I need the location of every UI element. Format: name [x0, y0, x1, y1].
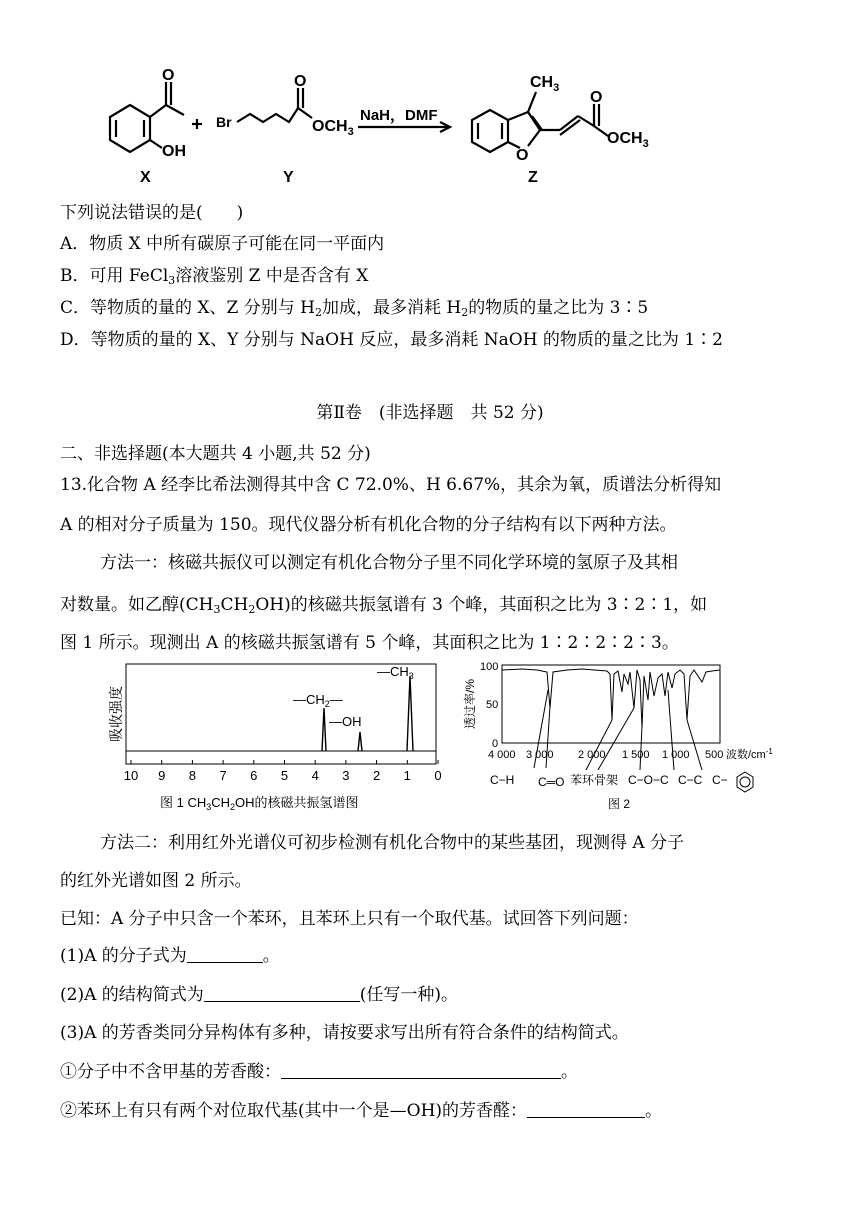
- q12-option-c: C．等物质的量的 X、Z 分别与 $H_2$加成，最多消耗 $H_2$的物质的量之比为 3∶5: [60, 298, 649, 319]
- nmr-frame: [126, 664, 436, 764]
- ch3-peak: [407, 676, 413, 751]
- y-br-label: Br: [216, 114, 232, 130]
- compound-z-name: Z: [528, 169, 538, 185]
- ir-group-c-h: C−H: [490, 773, 515, 787]
- method-one-text-3: 图 1 所示。现测出 A 的核磁共振氢谱有 5 个峰，其面积之比为 1∶2∶2∶2∶3。: [60, 633, 679, 653]
- question-3a: ①分子中不含甲基的芳香酸： 。: [60, 1062, 578, 1082]
- compound-y-name: Y: [283, 169, 294, 185]
- ir-x-unit: 波数$/cm^{-1}$: [726, 747, 773, 761]
- z-ester-label: $OCH_3$: [607, 130, 649, 150]
- nmr-x-tick-label: 0: [434, 768, 442, 783]
- x-carbonyl-o: O: [162, 67, 175, 84]
- section-heading: 二、非选择题(本大题共 4 小题,共 52 分): [60, 444, 371, 464]
- nmr-x-tick-label: 8: [188, 768, 197, 783]
- ir-x-tick-1000: 1 000: [662, 749, 690, 761]
- ir-y-label: 透过率/%: [463, 678, 477, 730]
- nmr-x-tick-label: 4: [311, 768, 319, 783]
- q12-stem: 下列说法错误的是( ): [60, 203, 244, 223]
- q12-option-a: A．物质 X 中所有碳原子可能在同一平面内: [60, 234, 385, 254]
- ir-group-c-phenyl: C−: [712, 773, 728, 787]
- compound-x-name: X: [140, 169, 151, 185]
- oh-peak: [358, 732, 362, 751]
- answer-blank-2[interactable]: [204, 985, 360, 1002]
- reaction-scheme: [90, 60, 670, 185]
- reaction-conditions: NaH，DMF: [360, 107, 438, 124]
- ir-group-c-c: C−C: [678, 773, 703, 787]
- phenyl-ring-icon: [737, 772, 753, 792]
- figure-1-nmr-spectrum: [105, 660, 455, 820]
- q13-paragraph-2: A 的相对分子质量为 150。现代仪器分析有机化合物的分子结构有以下两种方法。: [60, 515, 677, 535]
- ir-x-tick-1500: 1 500: [622, 749, 650, 761]
- method-one-text: 方法一：核磁共振仪可以测定有机化合物分子里不同化学环境的氢原子及其相: [100, 553, 678, 573]
- x-oh-label: OH: [162, 143, 186, 160]
- q13-paragraph-1: 13.化合物 A 经李比希法测得其中含 C 72.0%、H 6.67%，其余为氧，质谱法分析得知: [60, 475, 722, 495]
- nmr-x-tick-label: 7: [219, 768, 227, 783]
- ir-x-tick-3000: 3 000: [526, 749, 554, 761]
- ir-y-tick-50: 50: [486, 699, 499, 711]
- nmr-x-tick-label: 6: [250, 768, 258, 783]
- q12-option-b: B．可用 FeCl$_3$溶液鉴别 Z 中是否含有 X: [60, 266, 369, 287]
- ch2-peak: [322, 708, 326, 751]
- ir-group-benzene-skeleton: 苯环骨架: [570, 773, 619, 787]
- question-2: (2)A 的结构简式为 (任写一种)。: [60, 985, 459, 1005]
- method-two-text-2: 的红外光谱如图 2 所示。: [60, 871, 252, 891]
- y-ester-label: $OCH_3$: [312, 118, 354, 138]
- ir-x-tick-500: 500: [705, 749, 724, 761]
- question-3: (3)A 的芳香类同分异构体有多种，请按要求写出所有符合条件的结构简式。: [60, 1023, 629, 1043]
- y-carbonyl-o: O: [294, 73, 307, 90]
- q12-option-d: D．等物质的量的 X、Y 分别与 NaOH 反应，最多消耗 NaOH 的物质的量之比为 1∶2: [60, 330, 723, 350]
- ch3-peak-label: $—CH_3$: [377, 664, 414, 681]
- figure-2-caption: 图 2: [608, 797, 631, 811]
- z-ring-o: O: [516, 147, 529, 164]
- nmr-x-tick-label: 2: [372, 768, 381, 783]
- nmr-y-label: 吸收强度: [108, 686, 124, 742]
- nmr-x-tick-label: 9: [158, 768, 166, 783]
- question-1: (1)A 的分子式为 。: [60, 946, 280, 966]
- nmr-x-tick-label: 10: [123, 768, 139, 783]
- nmr-x-tick-label: 1: [403, 768, 411, 783]
- answer-blank-1[interactable]: [187, 946, 263, 963]
- ir-spectrum-trace: [502, 669, 720, 728]
- figure-1-caption: 图 1 $CH_3CH_2OH$的核磁共振氢谱图: [160, 795, 359, 812]
- ir-y-tick-100: 100: [480, 661, 499, 673]
- section-title: 第Ⅱ卷 (非选择题 共 52 分): [316, 403, 544, 423]
- ir-y-tick-0: 0: [492, 738, 499, 750]
- ch2-peak-label: $—CH_2—$: [293, 692, 343, 709]
- ir-x-tick-2000: 2 000: [578, 749, 606, 761]
- figure-2-ir-spectrum: [462, 660, 797, 820]
- ir-x-tick-4000: 4 000: [488, 749, 516, 761]
- ir-group-c-o-c: C−O−C: [628, 773, 669, 787]
- z-carbonyl-o: O: [590, 89, 603, 106]
- question-3b: ②苯环上有只有两个对位取代基(其中一个是—OH)的芳香醛： 。: [60, 1101, 663, 1121]
- z-methyl-label: $CH_3$: [530, 74, 560, 94]
- method-one-text-2: 对数量。如乙醇$(CH_3CH_2OH)$的核磁共振氢谱有 3 个峰，其面积之比为 3∶2∶1，如: [60, 595, 708, 616]
- answer-blank-3b[interactable]: [527, 1101, 645, 1118]
- answer-blank-3a[interactable]: [281, 1062, 561, 1079]
- nmr-x-tick-label: 5: [280, 768, 289, 783]
- nmr-x-tick-label: 3: [342, 768, 350, 783]
- ir-group-c-o-double: C═O: [538, 775, 565, 789]
- known-conditions: 已知：A 分子中只含一个苯环，且苯环上只有一个取代基。试回答下列问题：: [60, 909, 639, 929]
- oh-peak-label: —OH: [329, 714, 362, 729]
- method-two-text: 方法二：利用红外光谱仪可初步检测有机化合物中的某些基团，现测得 A 分子: [100, 833, 685, 853]
